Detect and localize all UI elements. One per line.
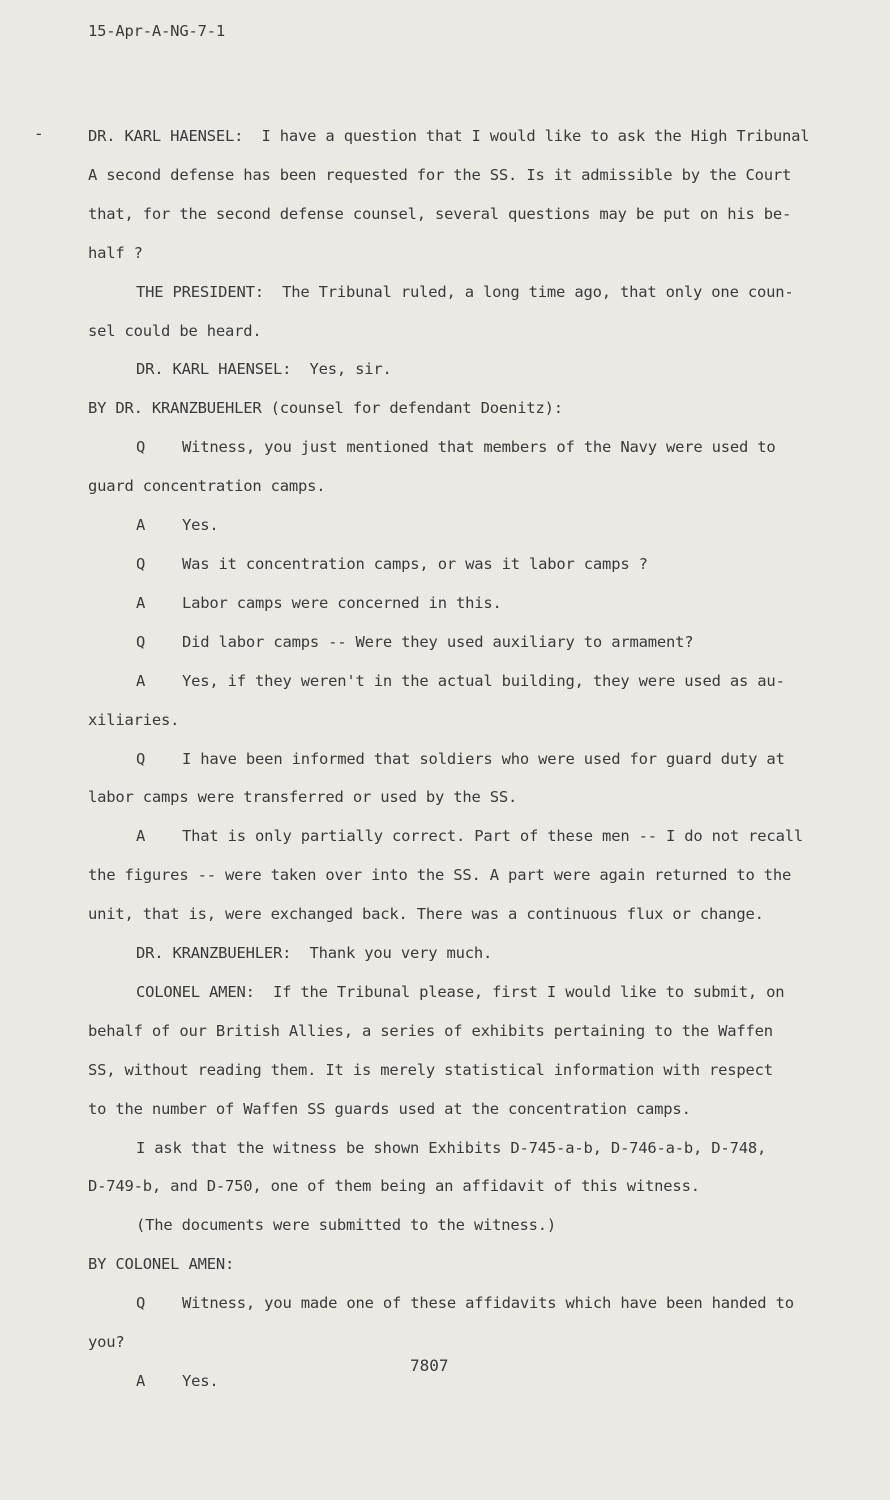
- qa-label: A: [136, 593, 146, 612]
- line-text: (The documents were submitted to the witness.): [136, 1216, 557, 1235]
- line-text: sel could be heard.: [88, 321, 262, 340]
- line-text: Was it concentration camps, or was it labor camps ?: [182, 554, 648, 573]
- line-text: A second defense has been requested for the SS. Is it admissible by the Court: [88, 165, 792, 184]
- transcript-line: [88, 623, 848, 662]
- transcript-line: [88, 1167, 848, 1206]
- line-text: SS, without reading them. It is merely statistical information with respect: [88, 1060, 773, 1079]
- transcript-line: [88, 1323, 848, 1362]
- qa-label: A: [136, 1372, 146, 1390]
- transcript-line: [88, 467, 848, 506]
- line-text: half ?: [88, 243, 143, 262]
- line-text: I ask that the witness be shown Exhibits D-745-a-b, D-746-a-b, D-748,: [136, 1138, 767, 1157]
- line-text: THE PRESIDENT: The Tribunal ruled, a long time ago, that only one coun-: [136, 282, 794, 301]
- line-text: Labor camps were concerned in this.: [182, 593, 502, 612]
- line-text: labor camps were transferred or used by the SS.: [88, 788, 518, 807]
- transcript-line: [88, 1051, 848, 1090]
- transcript-line: [88, 740, 848, 779]
- transcript-line: [88, 195, 848, 234]
- line-text: Yes.: [182, 516, 219, 535]
- line-text: xiliaries.: [88, 710, 180, 729]
- transcript-line: [88, 350, 848, 389]
- line-text: I have been informed that soldiers who were used for guard duty at: [182, 749, 785, 768]
- line-text: Yes.: [182, 1372, 219, 1390]
- transcript-line: [88, 1245, 848, 1284]
- qa-label: A: [136, 671, 146, 690]
- line-text: the figures -- were taken over into the SS. A part were again returned to the: [88, 866, 792, 885]
- line-text: guard concentration camps.: [88, 477, 326, 496]
- transcript-line: [88, 856, 848, 895]
- transcript-line: [88, 584, 848, 623]
- line-text: BY COLONEL AMEN:: [88, 1255, 235, 1274]
- margin-mark: -: [34, 124, 44, 143]
- line-text: you?: [88, 1333, 125, 1352]
- transcript-line: [88, 934, 848, 973]
- qa-label: Q: [136, 554, 146, 573]
- line-text: that, for the second defense counsel, several questions may be put on his be-: [88, 204, 792, 223]
- qa-label: Q: [136, 1294, 146, 1313]
- line-text: DR. KARL HAENSEL: I have a question that I would like to ask the High Tribunal: [88, 127, 810, 145]
- line-text: unit, that is, were exchanged back. There was a continuous flux or change.: [88, 905, 764, 924]
- document-id: 15-Apr-A-NG-7-1: [88, 22, 225, 40]
- line-text: Yes, if they weren't in the actual building, they were used as au-: [182, 671, 785, 690]
- qa-label: A: [136, 827, 146, 846]
- line-text: BY DR. KRANZBUEHLER (counsel for defendant Doenitz):: [88, 399, 563, 418]
- transcript-line: [88, 662, 848, 701]
- page-number: 7807: [410, 1356, 449, 1375]
- qa-label: Q: [136, 749, 146, 768]
- line-text: COLONEL AMEN: If the Tribunal please, first I would like to submit, on: [136, 982, 785, 1001]
- transcript-line: [88, 428, 848, 467]
- transcript-line: [88, 1206, 848, 1245]
- qa-label: Q: [136, 632, 146, 651]
- transcript-line: [88, 701, 848, 740]
- line-text: Witness, you made one of these affidavits which have been handed to: [182, 1294, 794, 1313]
- transcript-line: [88, 1012, 848, 1051]
- transcript-body: [88, 117, 848, 1401]
- line-text: DR. KARL HAENSEL: Yes, sir.: [136, 360, 392, 379]
- transcript-line: [88, 973, 848, 1012]
- transcript-line: [88, 1090, 848, 1129]
- transcript-line: [88, 778, 848, 817]
- transcript-line: [88, 1362, 848, 1401]
- transcript-line: [88, 1284, 848, 1323]
- transcript-line: [88, 389, 848, 428]
- line-text: to the number of Waffen SS guards used at the concentration camps.: [88, 1099, 691, 1118]
- qa-label: Q: [136, 438, 146, 457]
- transcript-line: [88, 312, 848, 351]
- line-text: Did labor camps -- Were they used auxiliary to armament?: [182, 632, 694, 651]
- qa-label: A: [136, 516, 146, 535]
- transcript-line: [88, 506, 848, 545]
- transcript-line: [88, 817, 848, 856]
- transcript-line: [88, 1129, 848, 1168]
- line-text: Witness, you just mentioned that members of the Navy were used to: [182, 438, 776, 457]
- line-text: D-749-b, and D-750, one of them being an affidavit of this witness.: [88, 1177, 700, 1196]
- transcript-line: [88, 117, 848, 156]
- line-text: behalf of our British Allies, a series of exhibits pertaining to the Waffen: [88, 1021, 773, 1040]
- transcript-line: [88, 234, 848, 273]
- transcript-line: [88, 545, 848, 584]
- transcript-line: [88, 273, 848, 312]
- transcript-line: [88, 156, 848, 195]
- line-text: That is only partially correct. Part of these men -- I do not recall: [182, 827, 803, 846]
- transcript-line: [88, 895, 848, 934]
- line-text: DR. KRANZBUEHLER: Thank you very much.: [136, 944, 493, 963]
